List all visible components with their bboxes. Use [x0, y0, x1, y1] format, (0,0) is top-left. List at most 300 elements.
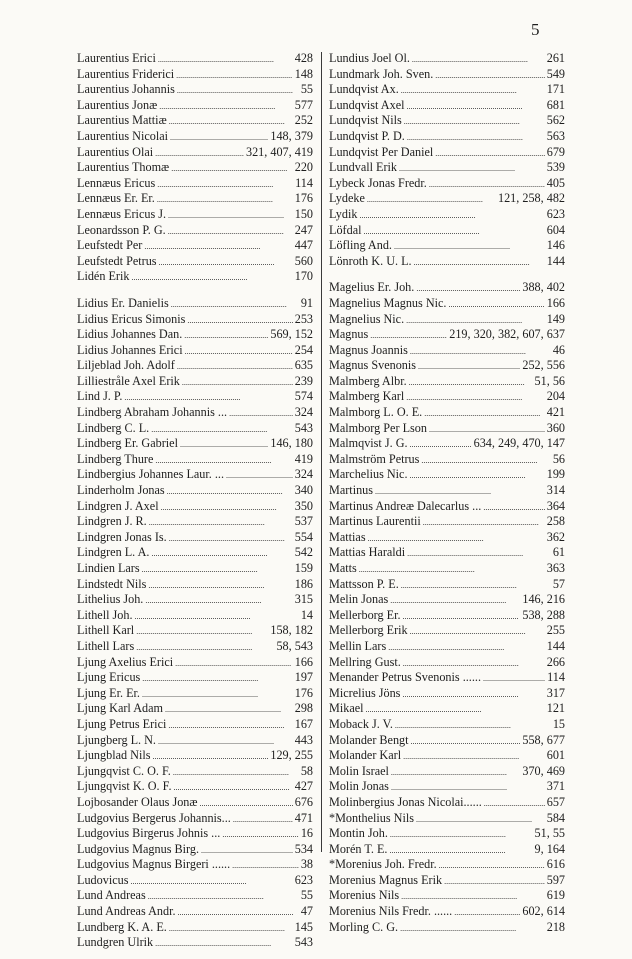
dot-leader [390, 826, 533, 842]
dot-leader [402, 686, 544, 702]
dot-leader [142, 686, 293, 702]
dot-leader [136, 623, 268, 639]
dot-leader [185, 343, 293, 359]
dot-leader [184, 327, 268, 343]
entry-name: Lidius Er. Danielis [77, 295, 169, 310]
index-entry [329, 670, 565, 686]
entry-name: Lindberg Er. Gabriel [77, 436, 178, 451]
index-entry [329, 764, 565, 780]
index-entry [329, 238, 565, 254]
dot-leader [187, 312, 292, 328]
entry-name: Melin Jonas [329, 592, 389, 607]
entry-page-refs: 255 [546, 623, 565, 638]
index-entry [77, 421, 313, 437]
index-entry [77, 608, 313, 624]
dot-leader [169, 113, 293, 129]
entry-page-refs: 542 [294, 545, 313, 560]
entry-name: Lithelius Joh. [77, 592, 144, 607]
entry-name: Laurentius Nicolai [77, 128, 169, 143]
index-entry [329, 748, 565, 764]
entry-page-refs: 252, 556 [522, 358, 565, 373]
dot-leader [233, 811, 293, 827]
index-entry [329, 67, 565, 83]
index-entry [329, 873, 565, 889]
entry-page-refs: 145 [294, 919, 313, 934]
index-entry [329, 145, 565, 161]
entry-page-refs: 619 [546, 888, 565, 903]
entry-name: Ludgovius Magnus Birgeri ...... [77, 857, 231, 872]
index-entry [77, 811, 313, 827]
index-entry [329, 191, 565, 207]
index-entry [329, 113, 565, 129]
index-entry [77, 545, 313, 561]
dot-leader [169, 530, 293, 546]
dot-leader [135, 608, 299, 624]
entry-name: Laurentius Thomæ [77, 160, 170, 175]
entry-page-refs: 114 [295, 175, 313, 190]
dot-leader [176, 67, 293, 83]
entry-page-refs: 543 [294, 935, 313, 950]
entry-page-refs: 577 [294, 97, 313, 112]
entry-name: Lundqvist Axel [329, 97, 405, 112]
entry-name: Marchelius Nic. [329, 467, 408, 482]
index-entry [329, 452, 565, 468]
entry-page-refs: 150 [294, 206, 313, 221]
index-entry [77, 129, 313, 145]
index-entry [329, 623, 565, 639]
entry-name: Ljungberg L. N. [77, 732, 156, 747]
entry-name: Liljeblad Joh. Adolf [77, 358, 175, 373]
index-entry [329, 389, 565, 405]
entry-name: Lund Andreas [77, 888, 146, 903]
entry-page-refs: 129, 255 [270, 748, 313, 763]
dot-leader [410, 467, 545, 483]
dot-leader [130, 873, 292, 889]
index-entry [329, 254, 565, 270]
entry-page-refs: 247 [294, 222, 313, 237]
entry-page-refs: 14 [300, 607, 313, 622]
index-entry [329, 561, 565, 577]
dot-leader [409, 374, 533, 390]
entry-page-refs: 324 [294, 405, 313, 420]
dot-leader [375, 483, 545, 499]
index-entry [77, 935, 313, 951]
dot-leader [439, 857, 545, 873]
dot-leader [366, 701, 545, 717]
entry-page-refs: 539 [546, 160, 565, 175]
entry-name: Lundqvist Per Daniel [329, 144, 434, 159]
dot-leader [421, 452, 550, 468]
dot-leader [148, 577, 292, 593]
entry-name: Montin Joh. [329, 826, 388, 841]
index-entry [329, 577, 565, 593]
entry-name: Malmberg Albr. [329, 373, 407, 388]
dot-leader [444, 873, 545, 889]
index-entry [77, 733, 313, 749]
entry-page-refs: 623 [294, 872, 313, 887]
entry-name: Martinus [329, 483, 374, 498]
entry-page-refs: 405 [546, 175, 565, 190]
dot-leader [155, 935, 293, 951]
entry-name: Molander Karl [329, 748, 402, 763]
entry-page-refs: 171 [546, 82, 565, 97]
entry-name: Linderholm Jonas [77, 483, 165, 498]
dot-leader [175, 655, 293, 671]
index-entry [329, 514, 565, 530]
index-entry [329, 312, 565, 328]
entry-name: Ludgovius Magnus Birg. [77, 841, 199, 856]
dot-leader [158, 51, 293, 67]
entry-page-refs: 340 [294, 483, 313, 498]
entry-page-refs: 388, 402 [522, 280, 565, 295]
entry-name: Lund Andreas Andr. [77, 904, 176, 919]
entry-page-refs: 254 [294, 342, 313, 357]
index-entry [329, 82, 565, 98]
entry-page-refs: 253 [294, 311, 313, 326]
entry-page-refs: 597 [546, 872, 565, 887]
entry-page-refs: 261 [546, 51, 565, 65]
entry-name: Molinbergius Jonas Nicolai...... [329, 794, 482, 809]
dot-leader [155, 145, 244, 161]
entry-name: Malmborg L. O. E. [329, 405, 423, 420]
entry-page-refs: 558, 677 [522, 732, 565, 747]
entry-page-refs: 543 [294, 420, 313, 435]
dot-leader [370, 327, 447, 343]
entry-name: Lennæus Ericus [77, 175, 156, 190]
dot-leader [483, 670, 545, 686]
entry-page-refs: 623 [546, 206, 565, 221]
index-entry [77, 499, 313, 515]
index-column-right [329, 51, 565, 935]
index-entry [329, 405, 565, 421]
entry-page-refs: 314 [546, 483, 565, 498]
dot-leader [429, 176, 545, 192]
entry-name: Leufstedt Per [77, 238, 143, 253]
entry-page-refs: 538, 288 [522, 607, 565, 622]
index-entry [329, 779, 565, 795]
entry-page-refs: 146, 216 [522, 592, 565, 607]
dot-leader [173, 764, 299, 780]
dot-leader [155, 452, 292, 468]
entry-name: Micrelius Jöns [329, 685, 401, 700]
entry-page-refs: 350 [294, 498, 313, 513]
index-entry [77, 873, 313, 889]
entry-name: Martinus Laurentii [329, 514, 421, 529]
index-entry [77, 483, 313, 499]
index-entry [329, 436, 565, 452]
dot-leader [410, 343, 551, 359]
entry-name: Lindgren J. R. [77, 514, 147, 529]
entry-page-refs: 676 [294, 794, 313, 809]
index-entry [77, 857, 313, 873]
dot-leader [151, 421, 293, 437]
dot-leader [158, 733, 293, 749]
dot-leader [403, 608, 521, 624]
dot-leader [151, 545, 292, 561]
entry-name: Lindberg Thure [77, 451, 154, 466]
dot-leader [404, 113, 545, 129]
entry-page-refs: 443 [294, 732, 313, 747]
index-entry [329, 701, 565, 717]
index-entry [77, 98, 313, 114]
index-entry [77, 701, 313, 717]
dot-leader [168, 717, 292, 733]
index-entry [329, 811, 565, 827]
dot-leader [364, 223, 545, 239]
entry-page-refs: 15 [552, 716, 565, 731]
index-entry [77, 467, 313, 483]
entry-page-refs: 419 [294, 451, 313, 466]
index-entry [329, 343, 565, 359]
index-entry [329, 686, 565, 702]
dot-leader [435, 145, 544, 161]
index-entry [329, 129, 565, 145]
dot-leader [159, 98, 292, 114]
entry-name: Lundgren Ulrik [77, 935, 154, 950]
index-entry [329, 904, 565, 920]
entry-page-refs: 679 [546, 144, 565, 159]
entry-name: Morenius Magnus Erik [329, 872, 443, 887]
dot-leader [448, 296, 544, 312]
index-entry [329, 826, 565, 842]
entry-name: Lundvall Erik [329, 160, 398, 175]
entry-name: Lind J. P. [77, 389, 123, 404]
entry-name: Lidius Johannes Dan. [77, 327, 183, 342]
index-entry [77, 312, 313, 328]
entry-name: Lindgren L. A. [77, 545, 150, 560]
index-entry [77, 113, 313, 129]
entry-name: Magnus Joannis [329, 342, 408, 357]
entry-page-refs: 370, 469 [522, 763, 565, 778]
entry-page-refs: 47 [300, 904, 313, 919]
entry-page-refs: 146 [546, 238, 565, 253]
index-entry [329, 483, 565, 499]
entry-name: Lundberg K. A. E. [77, 919, 167, 934]
entry-name: Laurentius Friderici [77, 66, 175, 81]
entry-page-refs: 298 [294, 701, 313, 716]
entry-page-refs: 176 [294, 685, 313, 700]
entry-name: Lundqvist Ax. [329, 82, 399, 97]
index-entry [77, 269, 313, 285]
entry-page-refs: 219, 320, 382, 607, 637 [449, 327, 565, 342]
dot-leader [359, 561, 545, 577]
entry-name: Ljung Ericus [77, 670, 141, 685]
entry-page-refs: 239 [294, 373, 313, 388]
entry-name: Mellerborg Erik [329, 623, 408, 638]
index-entry [77, 207, 313, 223]
index-entry [329, 223, 565, 239]
entry-name: Lindstedt Nils [77, 576, 147, 591]
entry-name: Leufstedt Petrus [77, 253, 157, 268]
entry-name: Lidén Erik [77, 269, 130, 284]
index-entry [329, 98, 565, 114]
entry-name: Ludovicus [77, 872, 129, 887]
dot-leader [435, 67, 544, 83]
entry-page-refs: 534 [294, 841, 313, 856]
entry-page-refs: 121, 258, 482 [497, 191, 565, 206]
entry-page-refs: 51, 55 [534, 826, 565, 841]
dot-leader [394, 238, 545, 254]
dot-leader [429, 421, 545, 437]
index-entry [77, 764, 313, 780]
dot-leader [389, 842, 532, 858]
dot-leader [161, 499, 293, 515]
entry-page-refs: 186 [294, 576, 313, 591]
entry-page-refs: 148 [294, 66, 313, 81]
entry-page-refs: 144 [546, 638, 565, 653]
dot-leader [182, 374, 293, 390]
dot-leader [403, 655, 545, 671]
entry-name: Malmström Petrus [329, 451, 420, 466]
entry-page-refs: 197 [294, 670, 313, 685]
dot-leader [142, 670, 292, 686]
entry-page-refs: 58, 543 [276, 638, 313, 653]
dot-leader [388, 639, 545, 655]
index-entry [77, 561, 313, 577]
index-entry [77, 160, 313, 176]
dot-leader [148, 888, 299, 904]
entry-page-refs: 364 [546, 498, 565, 513]
entry-name: Lidius Ericus Simonis [77, 311, 186, 326]
entry-name: Lennæus Ericus J. [77, 206, 167, 221]
entry-page-refs: 159 [294, 561, 313, 575]
entry-page-refs: 158, 182 [270, 623, 313, 638]
index-column-left [77, 51, 313, 951]
index-entry [329, 467, 565, 483]
entry-page-refs: 360 [546, 420, 565, 435]
index-entry [77, 904, 313, 920]
dot-leader [149, 514, 293, 530]
index-entry [77, 223, 313, 239]
entry-name: Mattias Haraldi [329, 545, 406, 560]
entry-page-refs: 371 [546, 779, 565, 794]
entry-page-refs: 56 [552, 451, 565, 466]
index-entry [77, 296, 313, 312]
entry-page-refs: 252 [294, 113, 313, 128]
entry-name: Morenius Nils Fredr. ...... [329, 904, 453, 919]
entry-page-refs: 144 [546, 253, 565, 268]
dot-leader [178, 904, 299, 920]
index-entry [77, 343, 313, 359]
index-entry [77, 514, 313, 530]
dot-leader [423, 514, 545, 530]
dot-leader [152, 748, 268, 764]
index-entry [329, 327, 565, 343]
entry-page-refs: 170 [294, 269, 313, 284]
entry-name: Laurentius Erici [77, 51, 156, 65]
entry-page-refs: 616 [546, 857, 565, 872]
entry-page-refs: 560 [294, 253, 313, 268]
index-entry [77, 238, 313, 254]
entry-name: Lindberg Abraham Johannis ... [77, 405, 228, 420]
dot-leader [168, 223, 293, 239]
index-entry [329, 888, 565, 904]
index-entry [77, 530, 313, 546]
index-entry [77, 920, 313, 936]
page-number: 5 [531, 20, 540, 39]
entry-name: Lilliestråle Axel Erik [77, 373, 180, 388]
entry-name: Martinus Andreæ Dalecarlus ... [329, 498, 482, 513]
index-entry [329, 639, 565, 655]
index-entry [77, 254, 313, 270]
dot-leader [399, 160, 545, 176]
dot-leader [200, 795, 293, 811]
entry-name: Lindien Lars [77, 561, 140, 575]
entry-name: Morling C. G. [329, 919, 399, 934]
entry-name: Leonardsson P. G. [77, 222, 166, 237]
dot-leader [407, 545, 551, 561]
index-entry [77, 176, 313, 192]
index-entry [329, 545, 565, 561]
dot-leader [168, 207, 293, 223]
entry-name: Mellerborg Er. [329, 607, 401, 622]
index-entry [77, 374, 313, 390]
index-entry [329, 842, 565, 858]
index-entry [77, 577, 313, 593]
index-entry [77, 888, 313, 904]
dot-leader [124, 389, 292, 405]
entry-name: Malmqvist J. G. [329, 436, 408, 451]
entry-name: Molin Israel [329, 763, 389, 778]
entry-name: Magnelius Magnus Nic. [329, 295, 447, 310]
index-entry [77, 82, 313, 98]
entry-name: Lojbosander Olaus Jonæ [77, 794, 198, 809]
index-entry [77, 670, 313, 686]
dot-leader [412, 51, 545, 67]
entry-name: Lundmark Joh. Sven. [329, 66, 434, 81]
index-entry [329, 608, 565, 624]
entry-name: Ljungqvist C. O. F. [77, 763, 171, 778]
dot-leader [368, 530, 545, 546]
entry-name: Lydik [329, 206, 358, 221]
entry-page-refs: 324 [294, 467, 313, 482]
dot-leader [170, 129, 268, 145]
entry-page-refs: 363 [546, 561, 565, 575]
index-entry [77, 191, 313, 207]
entry-page-refs: 471 [294, 810, 313, 825]
entry-name: Mellin Lars [329, 638, 387, 653]
entry-page-refs: 601 [546, 748, 565, 763]
entry-name: *Monthelius Nils [329, 810, 414, 825]
entry-page-refs: 634, 249, 470, 147 [473, 436, 565, 451]
entry-page-refs: 549 [546, 66, 565, 81]
entry-name: Lindberg C. L. [77, 420, 150, 435]
dot-leader [401, 577, 551, 593]
entry-name: Laurentius Johannis [77, 82, 175, 97]
entry-name: Lindbergius Johannes Laur. ... [77, 467, 225, 482]
entry-page-refs: 574 [294, 389, 313, 404]
entry-name: Lundqvist P. D. [329, 128, 405, 143]
dot-leader [410, 623, 545, 639]
entry-page-refs: 218 [546, 919, 565, 934]
entry-name: Magnelius Nic. [329, 311, 405, 326]
entry-page-refs: 604 [546, 222, 565, 237]
dot-leader [411, 733, 521, 749]
dot-leader [484, 795, 545, 811]
dot-leader [406, 389, 544, 405]
entry-page-refs: 602, 614 [522, 904, 565, 919]
entry-page-refs: 681 [546, 97, 565, 112]
entry-name: Lindgren Jonas Is. [77, 529, 167, 544]
index-entry [329, 795, 565, 811]
entry-name: Mattias [329, 529, 366, 544]
entry-page-refs: 176 [294, 191, 313, 206]
entry-name: Löfling And. [329, 238, 392, 253]
entry-page-refs: 146, 180 [270, 436, 313, 451]
entry-page-refs: 166 [546, 295, 565, 310]
dot-leader [226, 467, 293, 483]
dot-leader [418, 358, 520, 374]
